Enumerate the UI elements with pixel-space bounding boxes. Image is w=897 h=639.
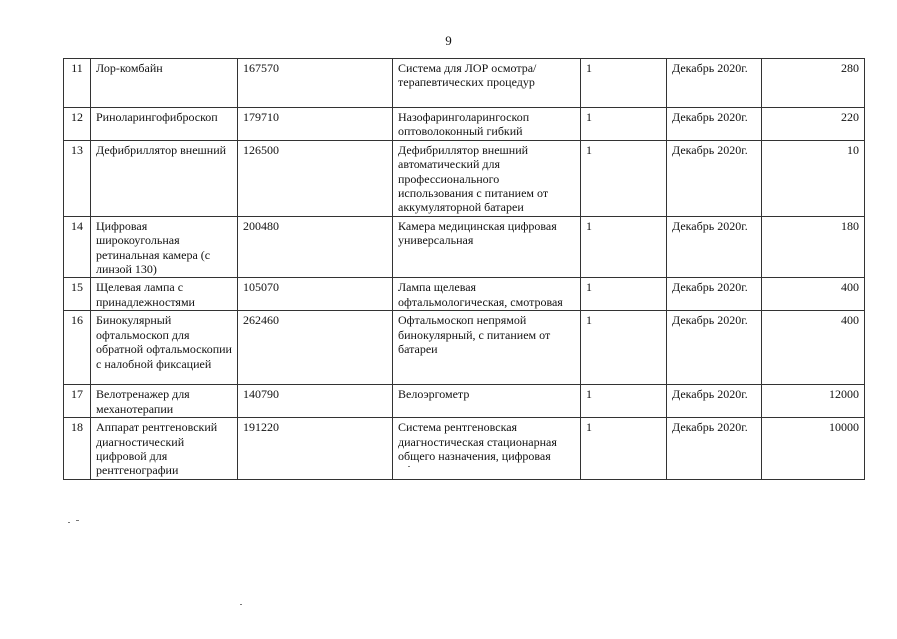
equipment-quantity: 1 — [581, 59, 667, 108]
equipment-name: Ринолaрингофиброскоп — [91, 108, 238, 141]
equipment-price: 10000 — [762, 418, 865, 480]
equipment-name: Аппарат рентгеновский диагностический цифровой для рентгенографии — [91, 418, 238, 480]
equipment-description: Офтальмоскоп непрямой бинокулярный, с питанием от батареи — [393, 311, 581, 385]
delivery-date: Декабрь 2020г. — [667, 59, 762, 108]
equipment-table — [63, 58, 865, 480]
row-number: 18 — [64, 418, 91, 480]
equipment-name: Щелевая лампа с принадлежностями — [91, 278, 238, 311]
equipment-code: 140790 — [238, 385, 393, 418]
row-number: 11 — [64, 59, 91, 108]
page-number: 9 — [445, 33, 452, 48]
delivery-date: Декабрь 2020г. — [667, 311, 762, 385]
scan-speck — [68, 522, 70, 523]
scan-speck — [408, 466, 410, 467]
scan-speck — [76, 520, 79, 521]
equipment-code: 200480 — [238, 216, 393, 278]
equipment-description: Назофаринголарингоскоп оптоволоконный гибкий — [393, 108, 581, 141]
table-row — [64, 59, 865, 108]
row-number: 17 — [64, 385, 91, 418]
table-row — [64, 418, 865, 480]
equipment-code: 105070 — [238, 278, 393, 311]
equipment-quantity: 1 — [581, 418, 667, 480]
equipment-name: Цифровая широкоугольная ретинальная камера (с линзой 130) — [91, 216, 238, 278]
delivery-date: Декабрь 2020г. — [667, 108, 762, 141]
equipment-quantity: 1 — [581, 311, 667, 385]
equipment-description: Система рентгеновская диагностическая стационарная общего назначения, цифровая — [393, 418, 581, 480]
table-row — [64, 216, 865, 278]
row-number: 12 — [64, 108, 91, 141]
equipment-description: Велоэргометр — [393, 385, 581, 418]
delivery-date: Декабрь 2020г. — [667, 418, 762, 480]
row-number: 13 — [64, 140, 91, 216]
equipment-price: 400 — [762, 311, 865, 385]
equipment-name: Дефибриллятор внешний — [91, 140, 238, 216]
equipment-code: 262460 — [238, 311, 393, 385]
table-row — [64, 278, 865, 311]
equipment-price: 280 — [762, 59, 865, 108]
delivery-date: Декабрь 2020г. — [667, 278, 762, 311]
table-row — [64, 385, 865, 418]
table-row — [64, 108, 865, 141]
equipment-description: Система для ЛОР осмотра/терапевтических процедур — [393, 59, 581, 108]
delivery-date: Декабрь 2020г. — [667, 140, 762, 216]
table-row — [64, 311, 865, 385]
delivery-date: Декабрь 2020г. — [667, 216, 762, 278]
equipment-quantity: 1 — [581, 140, 667, 216]
row-number: 16 — [64, 311, 91, 385]
row-number: 14 — [64, 216, 91, 278]
scan-speck — [240, 604, 242, 605]
equipment-code: 167570 — [238, 59, 393, 108]
equipment-quantity: 1 — [581, 385, 667, 418]
equipment-description: Лампа щелевая офтальмологическая, смотровая — [393, 278, 581, 311]
equipment-name: Бинокулярный офтальмоскоп для обратной офтальмоскопии с налобной фиксацией — [91, 311, 238, 385]
equipment-price: 220 — [762, 108, 865, 141]
equipment-price: 12000 — [762, 385, 865, 418]
equipment-quantity: 1 — [581, 108, 667, 141]
delivery-date: Декабрь 2020г. — [667, 385, 762, 418]
equipment-price: 180 — [762, 216, 865, 278]
equipment-price: 10 — [762, 140, 865, 216]
equipment-name: Велотренажер для механотерапии — [91, 385, 238, 418]
table-row — [64, 140, 865, 216]
equipment-quantity: 1 — [581, 216, 667, 278]
equipment-description: Дефибриллятор внешний автоматический для профессионального использования с питанием от аккумуляторной батареи — [393, 140, 581, 216]
equipment-price: 400 — [762, 278, 865, 311]
equipment-code: 191220 — [238, 418, 393, 480]
equipment-name: Лор-комбайн — [91, 59, 238, 108]
equipment-quantity: 1 — [581, 278, 667, 311]
equipment-code: 179710 — [238, 108, 393, 141]
equipment-description: Камера медицинская цифровая универсальная — [393, 216, 581, 278]
row-number: 15 — [64, 278, 91, 311]
equipment-code: 126500 — [238, 140, 393, 216]
